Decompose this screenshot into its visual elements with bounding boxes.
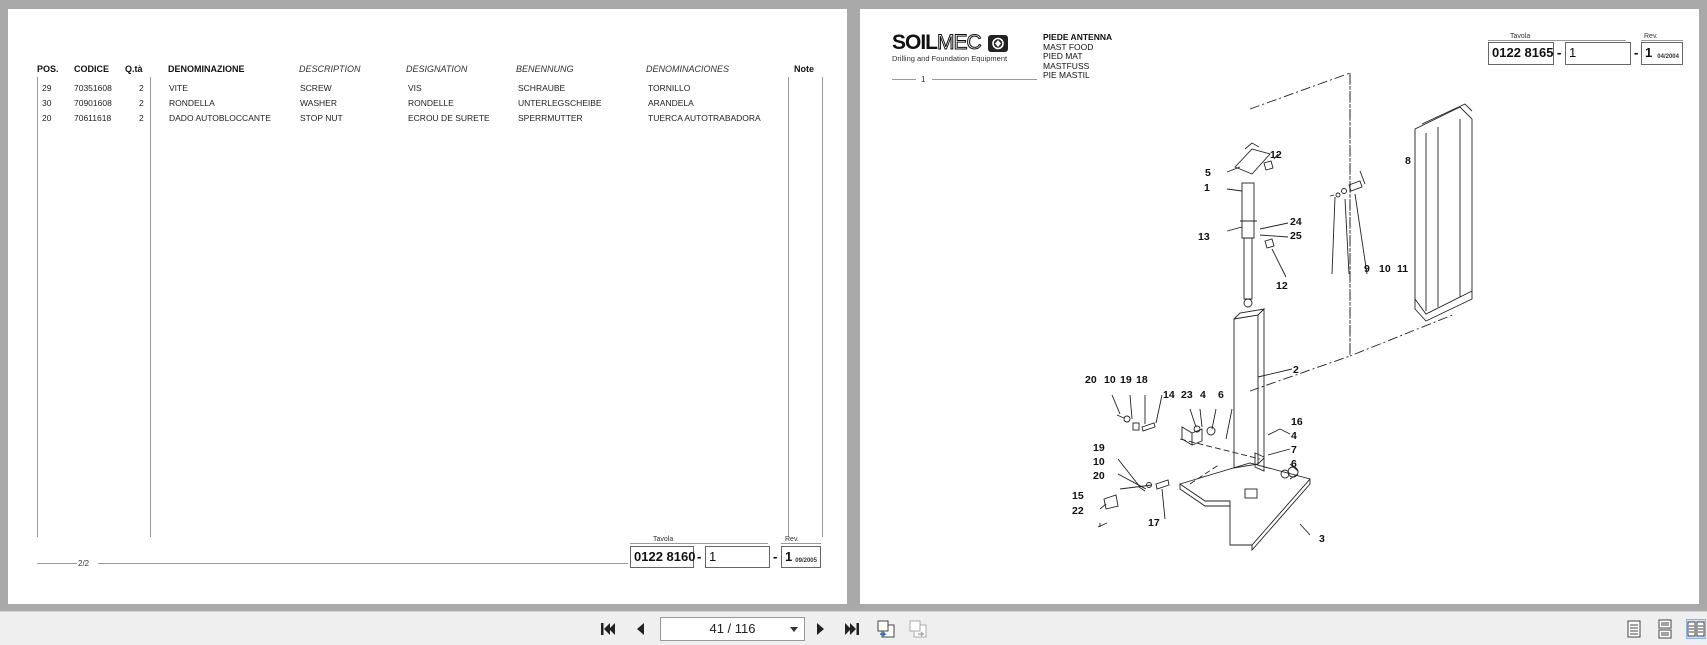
callout-18: 18 — [1136, 374, 1148, 386]
callout-17: 17 — [1148, 517, 1160, 529]
table-divider — [150, 77, 151, 537]
callout-19b: 19 — [1093, 442, 1105, 454]
row-denominaciones: TORNILLO — [648, 83, 691, 93]
row-benennung: SCHRAUBE — [518, 83, 566, 93]
page-number-select[interactable] — [660, 617, 805, 641]
drawing-page — [860, 9, 1699, 604]
callout-9: 9 — [1364, 263, 1370, 275]
row-denominazione: RONDELLA — [169, 98, 215, 108]
row-description: SCREW — [300, 83, 332, 93]
callout-10: 10 — [1379, 263, 1391, 275]
col-header-designation: DESIGNATION — [406, 64, 468, 74]
col-header-denominazione: DENOMINAZIONE — [168, 64, 245, 74]
callout-6: 6 — [1218, 389, 1224, 401]
prev-page-icon[interactable] — [630, 620, 650, 638]
col-header-description: DESCRIPTION — [299, 64, 361, 74]
row-denominazione: VITE — [169, 83, 188, 93]
sheet-number: 1 — [921, 75, 926, 84]
callout-22: 22 — [1072, 505, 1084, 517]
row-designation: ECROU DE SURETE — [408, 113, 490, 123]
title-line-de: MASTFUSS — [1043, 60, 1090, 71]
callout-23: 23 — [1181, 389, 1193, 401]
tavola-label: Tavola — [653, 536, 674, 543]
row-description: WASHER — [300, 98, 337, 108]
rev-dash: - — [773, 549, 778, 564]
rotate-disabled-icon[interactable] — [908, 620, 928, 638]
rev-label: Rev. — [785, 536, 799, 543]
tavola-label: Tavola — [1510, 33, 1531, 40]
tavola-rule — [630, 543, 768, 544]
parts-list-page — [8, 9, 847, 604]
chevron-down-icon — [790, 627, 798, 632]
row-codice: 70351608 — [74, 83, 112, 93]
row-qta: 2 — [139, 98, 144, 108]
callout-11: 11 — [1397, 263, 1409, 275]
table-frame — [37, 77, 38, 537]
row-designation: RONDELLE — [408, 98, 454, 108]
col-header-benennung: BENENNUNG — [516, 64, 574, 74]
continuous-view-icon[interactable] — [1655, 619, 1675, 639]
two-page-view-icon[interactable] — [1686, 619, 1706, 639]
rev-date: 04/2004 — [1657, 54, 1679, 60]
callout-6b: 6 — [1291, 458, 1297, 470]
row-pos: 29 — [42, 83, 52, 93]
tavola-dash: - — [1557, 45, 1562, 60]
rev-value: 1 — [1645, 45, 1653, 60]
title-line-it: PIEDE ANTENNA — [1043, 32, 1113, 42]
row-qta: 2 — [139, 83, 144, 93]
title-line-fr: PIED MAT — [1043, 51, 1083, 61]
rev-box — [781, 546, 821, 568]
single-page-view-icon[interactable] — [1624, 619, 1644, 639]
viewer-toolbar — [0, 611, 1707, 645]
row-codice: 70901608 — [74, 98, 112, 108]
rev-rule — [781, 543, 821, 544]
rev-dash: - — [1634, 45, 1639, 60]
rev-date: 09/2005 — [795, 558, 817, 564]
last-page-icon[interactable] — [842, 620, 862, 638]
logo-soil-text: SOIL — [892, 31, 938, 54]
rotate-icon[interactable] — [876, 620, 896, 638]
page-indicator: 41 / 116 — [709, 621, 756, 636]
table-frame — [822, 77, 823, 537]
row-pos: 30 — [42, 98, 52, 108]
col-header-qta: Q.tà — [125, 64, 143, 74]
callout-3: 3 — [1319, 533, 1325, 545]
row-denominaciones: ARANDELA — [648, 98, 694, 108]
rev-value: 1 — [785, 549, 793, 564]
callout-16: 16 — [1291, 416, 1303, 428]
callout-10b: 10 — [1104, 374, 1116, 386]
footer-rule — [98, 563, 628, 564]
callout-12b: 12 — [1276, 280, 1288, 292]
row-benennung: UNTERLEGSCHEIBE — [518, 98, 602, 108]
row-qta: 2 — [139, 113, 144, 123]
callout-20b: 20 — [1093, 470, 1105, 482]
callout-19: 19 — [1120, 374, 1132, 386]
tavola-sub: 1 — [705, 546, 770, 568]
page-of-indicator: 2/2 — [78, 559, 90, 568]
callout-25: 25 — [1290, 230, 1302, 242]
row-denominazione: DADO AUTOBLOCCANTE — [169, 113, 271, 123]
callout-7: 7 — [1291, 444, 1297, 456]
col-header-pos: POS. — [37, 64, 59, 74]
callout-8: 8 — [1405, 155, 1411, 167]
logo-tagline: Drilling and Foundation Equipment — [892, 54, 1008, 63]
col-header-denominaciones: DENOMINACIONES — [646, 64, 730, 74]
callout-20: 20 — [1085, 374, 1097, 386]
callout-24: 24 — [1290, 216, 1302, 228]
first-page-icon[interactable] — [598, 620, 618, 638]
callout-1: 1 — [1204, 182, 1210, 194]
row-designation: VIS — [408, 83, 422, 93]
rev-label: Rev. — [1644, 33, 1658, 40]
callout-4: 4 — [1200, 389, 1206, 401]
row-benennung: SPERRMUTTER — [518, 113, 583, 123]
table-divider — [788, 77, 789, 537]
mast-foot-exploded-drawing — [860, 9, 1699, 604]
row-denominaciones: TUERCA AUTOTRABADORA — [648, 113, 761, 123]
callout-15: 15 — [1072, 490, 1084, 502]
row-codice: 70611618 — [74, 113, 112, 123]
title-line-en: MAST FOOD — [1043, 41, 1094, 52]
tavola-code: 0122 8160 — [630, 546, 694, 568]
callout-14: 14 — [1163, 389, 1175, 401]
col-header-note: Note — [794, 64, 814, 74]
callout-2: 2 — [1293, 364, 1299, 376]
callout-12: 12 — [1270, 149, 1282, 161]
tavola-code: 0122 8165 — [1488, 42, 1554, 65]
tavola-sub: 1 — [1565, 42, 1631, 65]
callout-13: 13 — [1198, 231, 1210, 243]
logo-mec-text: MEC — [937, 31, 981, 54]
col-header-codice: CODICE — [74, 64, 110, 74]
callout-10c: 10 — [1093, 456, 1105, 468]
footer-rule — [37, 563, 77, 564]
next-page-icon[interactable] — [811, 620, 831, 638]
row-pos: 20 — [42, 113, 52, 123]
callout-4b: 4 — [1291, 430, 1297, 442]
tavola-dash: - — [697, 549, 702, 564]
title-line-es: PIE MASTIL — [1043, 70, 1090, 80]
row-description: STOP NUT — [300, 113, 343, 123]
callout-5: 5 — [1205, 167, 1211, 179]
